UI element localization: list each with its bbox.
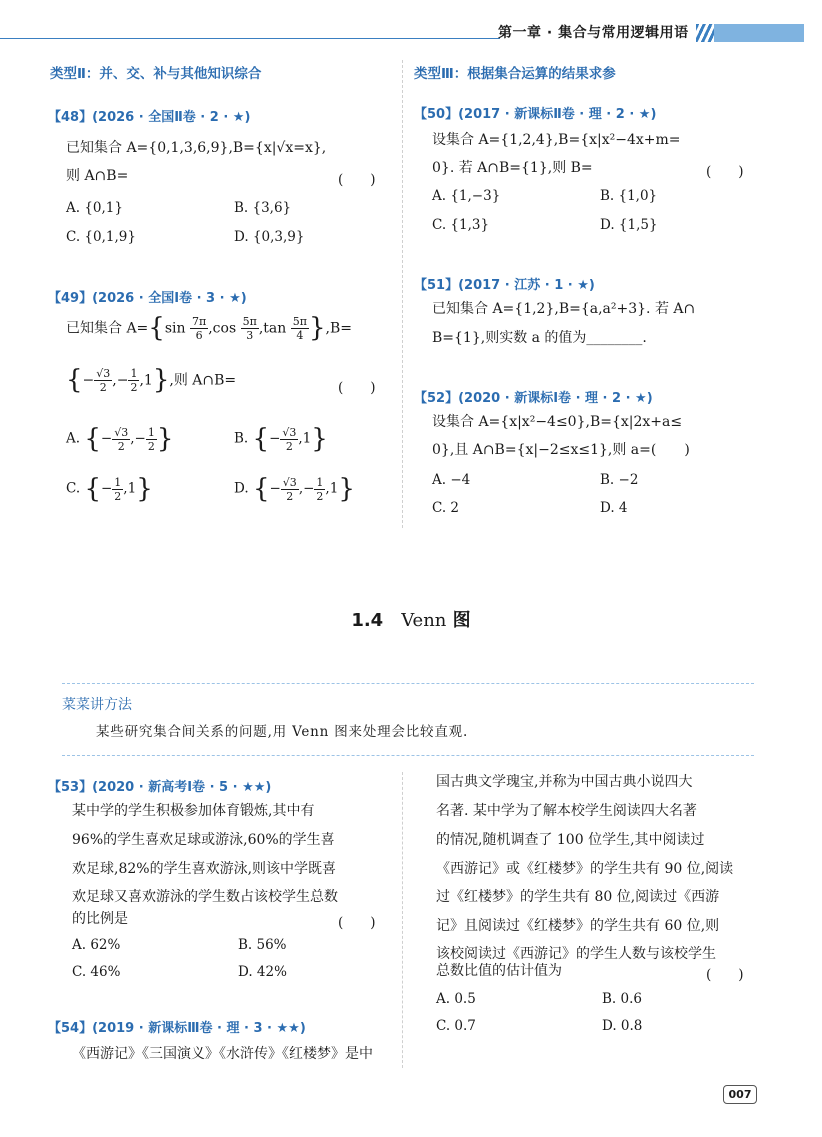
section-title-en: Venn	[401, 610, 447, 631]
column-divider-top	[402, 60, 403, 528]
page-number: 007	[723, 1085, 757, 1104]
problem-48-head: 【48】(2026 · 全国Ⅱ卷 · 2 · ★)	[48, 110, 251, 125]
problem-54-line1: 《西游记》《三国演义》《水浒传》《红楼梦》是中	[72, 1046, 373, 1062]
header-stripes	[696, 24, 714, 42]
problem-49-option-d: D. {− $\frac{√3}{2}$ ,− $\frac{1}{2}$ ,1}	[234, 474, 355, 504]
problem-54-rline-7: 该校阅读过《西游记》的学生人数与该校学生	[436, 946, 716, 962]
header-rule	[0, 38, 500, 39]
problem-54-rline-4: 《西游记》或《红楼梦》的学生共有 90 位,阅读	[436, 861, 734, 877]
frac-tan: $\frac{5\pi}{4}$	[292, 315, 307, 342]
method-box-top	[62, 683, 754, 684]
problem-53-option-a: A. 62%	[72, 937, 121, 953]
problem-53-line-2: 96%的学生喜欢足球或游泳,60%的学生喜	[72, 832, 335, 848]
section-number: 1.4	[351, 610, 384, 631]
problem-51-line1: 已知集合 A={1,2},B={a,a²+3}. 若 A∩	[432, 301, 696, 317]
problem-49-line2: {− $\frac{√3}{2}$ ,− $\frac{1}{2}$ ,1},则 A∩B=	[66, 365, 237, 395]
method-box-bottom	[62, 755, 754, 756]
problem-48-line2: 则 A∩B=	[66, 168, 129, 184]
problem-53-line-4: 欢足球又喜欢游泳的学生数占该校学生总数	[72, 889, 338, 905]
problem-53-paren: ( )	[338, 915, 376, 931]
problem-48-option-b: B. {3,6}	[234, 200, 292, 216]
problem-48-option-d: D. {0,3,9}	[234, 229, 305, 245]
problem-48-line1: 已知集合 A={0,1,3,6,9},B={x|√x=x},	[66, 140, 327, 156]
problem-50-paren: ( )	[706, 164, 744, 180]
problem-49-l2-tail: ,则 A∩B=	[169, 372, 237, 389]
chapter-title: 第一章 · 集合与常用逻辑用语	[498, 25, 689, 41]
problem-48-paren: ( )	[338, 172, 376, 188]
problem-52-option-a: A. −4	[432, 472, 471, 488]
header-bar	[714, 24, 804, 42]
problem-54-rline-3: 的情况,随机调查了 100 位学生,其中阅读过	[436, 832, 705, 848]
problem-48-option-a: A. {0,1}	[66, 200, 123, 216]
column-divider-bottom	[402, 772, 403, 1068]
problem-49-l1-pre: 已知集合 A=	[66, 320, 149, 337]
problem-54-option-b: B. 0.6	[602, 991, 642, 1007]
problem-54-rline-8: 总数比值的估计值为	[436, 963, 562, 979]
problem-49-l1-post: ,B=	[325, 320, 352, 337]
frac-1-2: $\frac{1}{2}$	[130, 367, 138, 394]
problem-51-line2: B={1},则实数 a 的值为________.	[432, 330, 647, 346]
problem-49-line1	[66, 314, 352, 344]
frac-sqrt3-2: $\frac{√3}{2}$	[96, 367, 111, 394]
frac-sin: $\frac{7\pi}{6}$	[191, 315, 207, 342]
problem-51-head: 【51】(2017 · 江苏 · 1 · ★)	[414, 278, 595, 293]
problem-52-line1: 设集合 A={x|x²−4≤0},B={x|2x+a≤	[432, 414, 683, 430]
problem-54-paren: ( )	[706, 967, 744, 983]
brace-open: {	[148, 313, 165, 343]
problem-54-rline-5: 过《红楼梦》的学生共有 80 位,阅读过《西游	[436, 889, 720, 905]
section-title-cn: 图	[452, 610, 471, 631]
problem-50-head: 【50】(2017 · 新课标Ⅱ卷 · 理 · 2 · ★)	[414, 107, 657, 122]
section-heading	[0, 606, 822, 632]
problem-54-head: 【54】(2019 · 新课标Ⅲ卷 · 理 · 3 · ★★)	[48, 1021, 306, 1036]
problem-49-option-a: A. {− $\frac{√3}{2}$ ,− $\frac{1}{2}$ }	[66, 424, 174, 454]
brace-close: }	[308, 313, 326, 343]
problem-54-option-d: D. 0.8	[602, 1018, 643, 1034]
problem-54-option-a: A. 0.5	[436, 991, 476, 1007]
problem-54-rline-1: 国古典文学瑰宝,并称为中国古典小说四大	[436, 774, 693, 790]
problem-53-head: 【53】(2020 · 新高考Ⅰ卷 · 5 · ★★)	[48, 780, 272, 795]
problem-53-line-1: 某中学的学生积极参加体育锻炼,其中有	[72, 803, 315, 819]
problem-53-line-5: 的比例是	[72, 911, 128, 927]
problem-52-option-d: D. 4	[600, 500, 628, 516]
problem-48-option-c: C. {0,1,9}	[66, 229, 136, 245]
problem-49-paren: ( )	[338, 380, 376, 396]
problem-50-line2: 0}. 若 A∩B={1},则 B=	[432, 160, 593, 176]
type-ii-title: 类型Ⅱ：并、交、补与其他知识综合	[50, 66, 262, 82]
problem-54-option-c: C. 0.7	[436, 1018, 476, 1034]
sin-label: sin	[164, 320, 186, 337]
problem-50-option-b: B. {1,0}	[600, 188, 658, 204]
problem-53-option-b: B. 56%	[238, 937, 287, 953]
problem-53-line-3: 欢足球,82%的学生喜欢游泳,则该中学既喜	[72, 861, 337, 877]
problem-53-option-d: D. 42%	[238, 964, 287, 980]
problem-49-option-c: C. {− $\frac{1}{2}$ ,1}	[66, 474, 153, 504]
problem-52-line2: 0},且 A∩B={x|−2≤x≤1},则 a=( )	[432, 442, 690, 458]
method-text: 某些研究集合间关系的问题,用 Venn 图来处理会比较直观.	[96, 724, 469, 740]
problem-52-option-b: B. −2	[600, 472, 639, 488]
problem-49-head: 【49】(2026 · 全国Ⅰ卷 · 3 · ★)	[48, 291, 247, 306]
method-title: 菜菜讲方法	[62, 697, 132, 713]
problem-52-option-c: C. 2	[432, 500, 460, 516]
cos-label: ,cos	[208, 320, 237, 337]
problem-50-option-d: D. {1,5}	[600, 217, 658, 233]
problem-54-rline-2: 名著. 某中学为了解本校学生阅读四大名著	[436, 803, 697, 819]
problem-53-option-c: C. 46%	[72, 964, 121, 980]
problem-49-option-b: B. {− $\frac{√3}{2}$ ,1}	[234, 424, 328, 454]
problem-54-rline-6: 记》且阅读过《红楼梦》的学生共有 60 位,则	[436, 918, 720, 934]
problem-50-option-a: A. {1,−3}	[432, 188, 501, 204]
problem-52-head: 【52】(2020 · 新课标Ⅰ卷 · 理 · 2 · ★)	[414, 391, 653, 406]
problem-50-line1: 设集合 A={1,2,4},B={x|x²−4x+m=	[432, 132, 681, 148]
problem-50-option-c: C. {1,3}	[432, 217, 490, 233]
tan-label: ,tan	[258, 320, 287, 337]
frac-cos: $\frac{5\pi}{3}$	[242, 315, 257, 342]
type-iii-title: 类型Ⅲ：根据集合运算的结果求参	[414, 66, 616, 82]
